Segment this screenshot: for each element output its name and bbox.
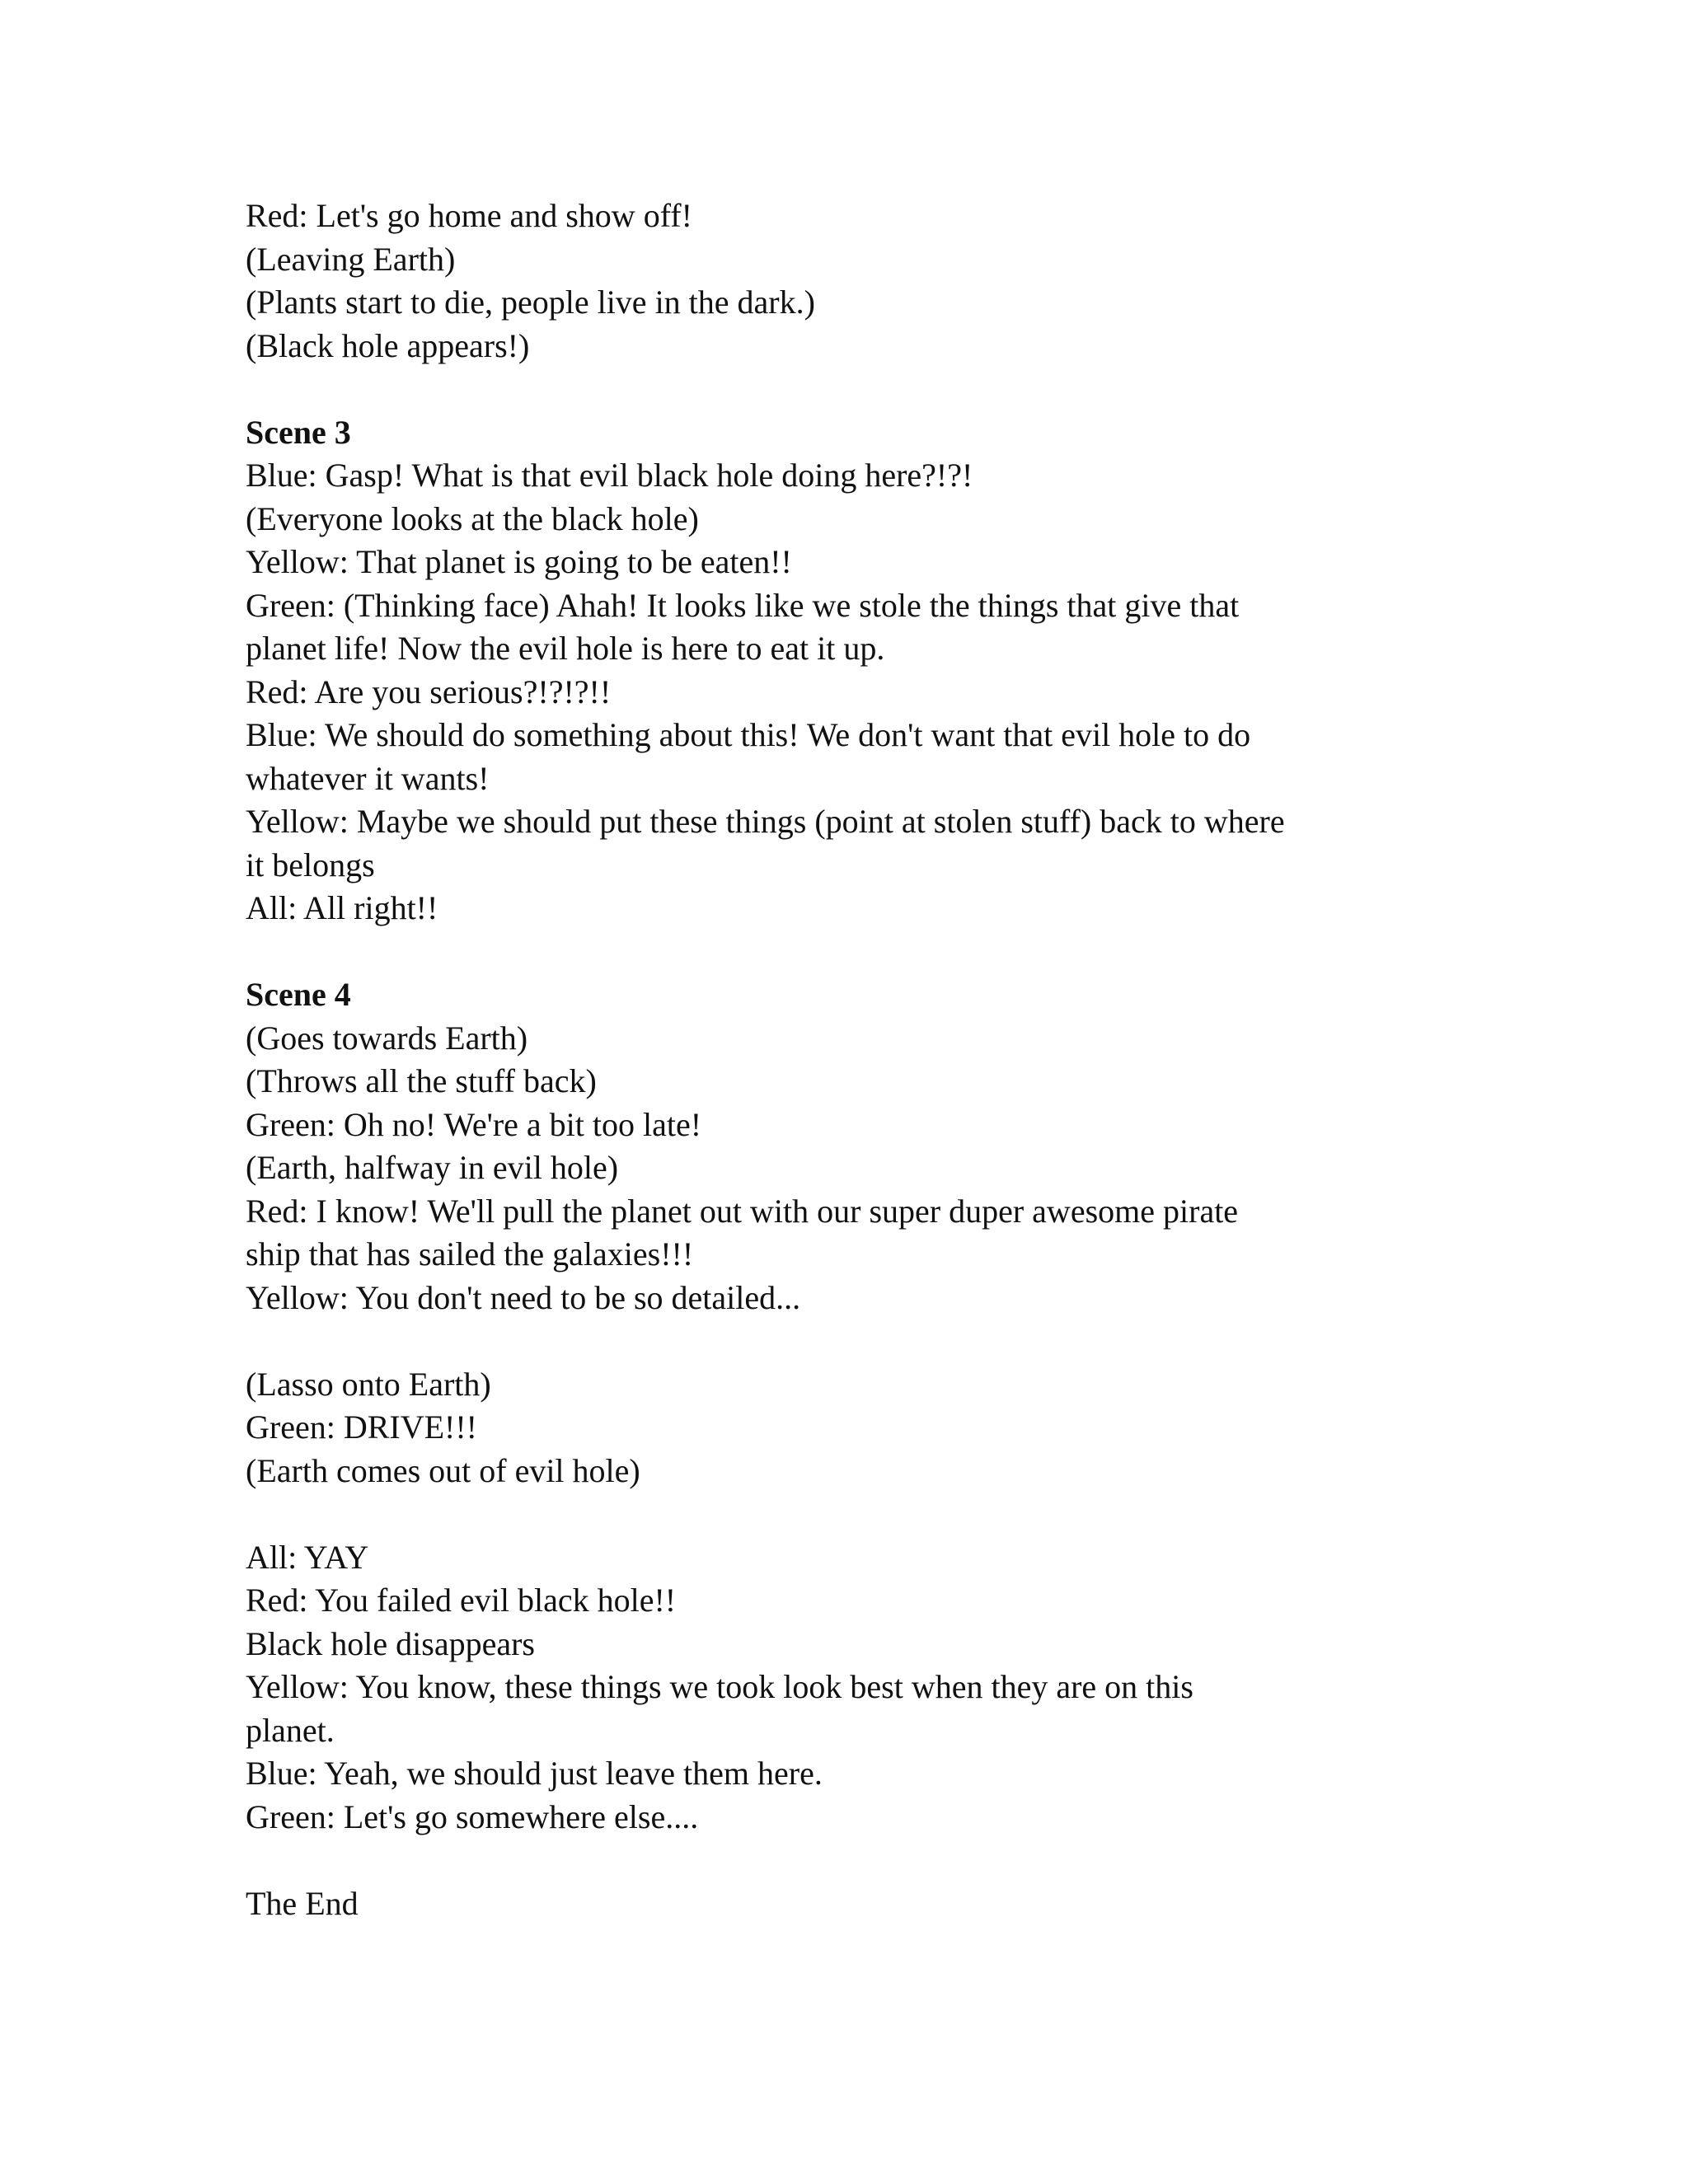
- script-line: Blue: Gasp! What is that evil black hole doing here?!?!: [246, 457, 973, 494]
- script-line: Yellow: Maybe we should put these things (point at stolen stuff) back to where: [246, 803, 1285, 840]
- paragraph-gap: [246, 368, 1449, 411]
- stage-direction: (Goes towards Earth): [246, 1019, 528, 1057]
- stage-direction: (Black hole appears!): [246, 326, 530, 364]
- script-line: whatever it wants!: [246, 759, 490, 797]
- stage-direction: (Plants start to die, people live in the dark.): [246, 284, 815, 321]
- script-line: Red: You failed evil black hole!!: [246, 1582, 677, 1619]
- script-line: Blue: We should do something about this! We don't want that evil hole to do: [246, 716, 1251, 753]
- stage-direction: (Earth comes out of evil hole): [246, 1451, 640, 1489]
- stage-direction: (Everyone looks at the black hole): [246, 499, 699, 537]
- script-line: Red: Let's go home and show off!: [246, 197, 692, 234]
- script-line: Red: Are you serious?!?!?!!: [246, 673, 612, 710]
- paragraph-gap: [246, 930, 1449, 974]
- script-line: Green: Let's go somewhere else....: [246, 1797, 699, 1835]
- script-line: Green: Oh no! We're a bit too late!: [246, 1105, 702, 1143]
- script-line: All: YAY: [246, 1538, 369, 1576]
- script-line: ship that has sailed the galaxies!!!: [246, 1235, 694, 1272]
- stage-direction: (Throws all the stuff back): [246, 1062, 597, 1099]
- scene-3-heading: Scene 3: [246, 413, 351, 451]
- stage-direction: Black hole disappears: [246, 1624, 535, 1662]
- script-line: it belongs: [246, 846, 375, 883]
- stage-direction: (Earth, halfway in evil hole): [246, 1149, 619, 1186]
- script-line: Green: DRIVE!!!: [246, 1408, 477, 1446]
- script-line: Yellow: You know, these things we took look best when they are on this: [246, 1668, 1193, 1705]
- paragraph-gap: [246, 1839, 1449, 1882]
- script-line: Yellow: That planet is going to be eaten!!: [246, 543, 792, 580]
- script-text-body: [246, 194, 1449, 1925]
- script-line: planet.: [246, 1711, 335, 1749]
- stage-direction: (Leaving Earth): [246, 240, 456, 278]
- paragraph-gap: [246, 1319, 1449, 1363]
- script-line: planet life! Now the evil hole is here to eat it up.: [246, 630, 885, 667]
- script-line: Red: I know! We'll pull the planet out with our super duper awesome pirate: [246, 1192, 1239, 1230]
- script-line: Blue: Yeah, we should just leave them here.: [246, 1755, 823, 1792]
- stage-direction: (Lasso onto Earth): [246, 1365, 491, 1403]
- paragraph-gap: [246, 1493, 1449, 1536]
- script-line: Yellow: You don't need to be so detailed...: [246, 1278, 801, 1316]
- scene-4-heading: Scene 4: [246, 976, 351, 1013]
- script-line: All: All right!!: [246, 889, 438, 926]
- script-line: Green: (Thinking face) Ahah! It looks like we stole the things that give that: [246, 586, 1240, 624]
- the-end-text: The End: [246, 1884, 359, 1922]
